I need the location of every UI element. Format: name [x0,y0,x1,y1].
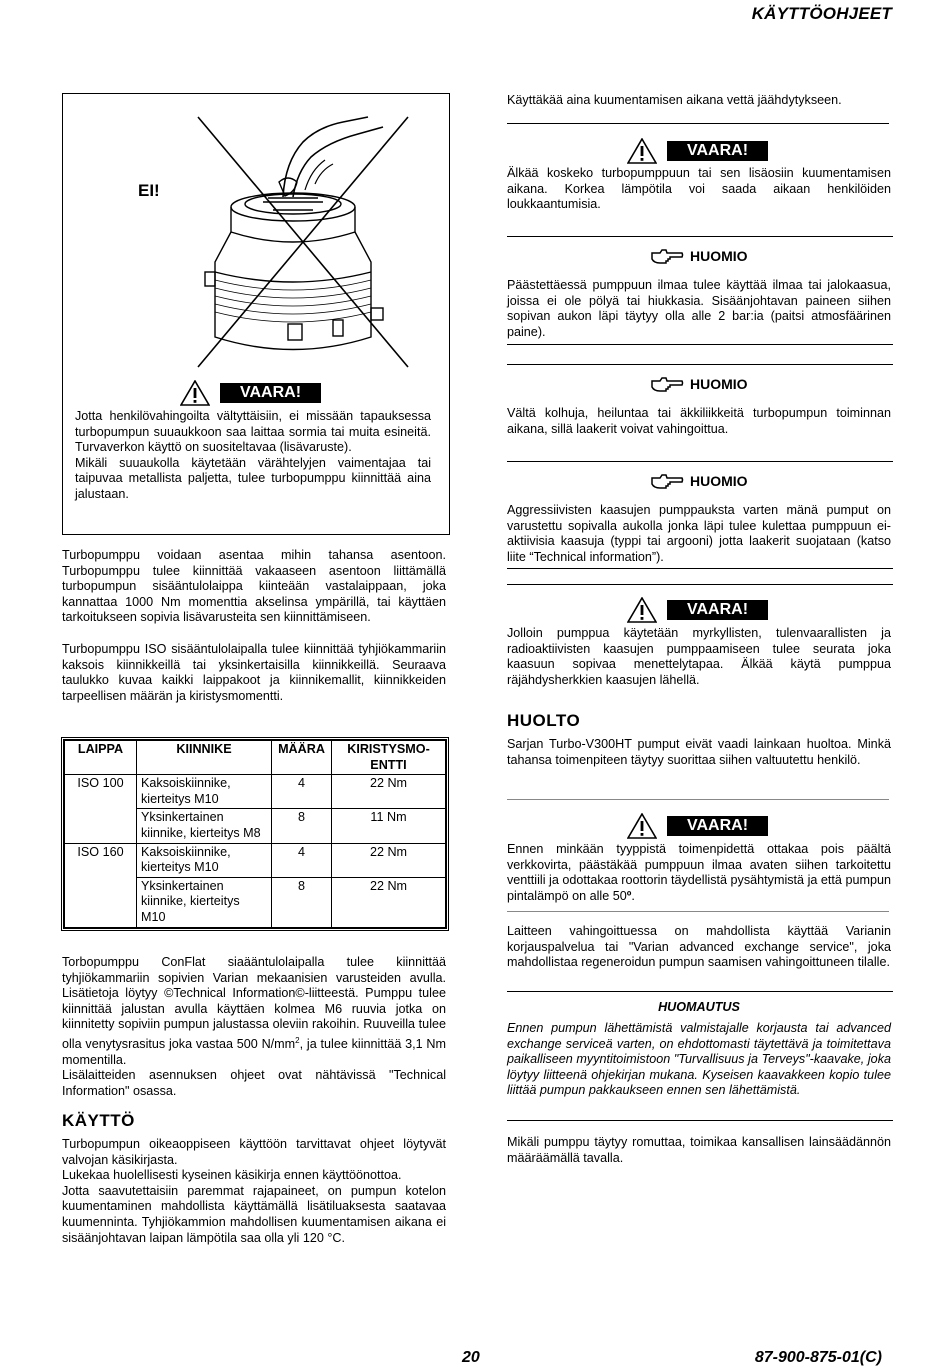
huomio-label: HUOMIO [690,473,748,490]
divider [507,991,893,992]
huomio3-text: Aggressiivisten kaasujen pumppauksta varten mänä pumput on varustettu sopivalla aukolla jonka läpi tulee kulettaa pumppuun ei-aktiivisia kaasuja (typpi tai argooni) jotta laakerit suojataan (katso liite “Technical information”). [507,503,891,564]
kaytto-p1: Turbopumpun oikeaoppiseen käyttöön tarvittavat ohjeet löytyvät valvojan käsikirjasta. [62,1137,446,1167]
warning-triangle-icon [180,380,210,406]
note-title: HUOMAUTUS [658,1000,740,1014]
figure-warning-box [62,93,450,535]
huomio-label: HUOMIO [690,248,748,265]
table-row [65,843,446,877]
warning-text-1: Jotta henkilövahingoilta vältyttäisiin, ei missään tapauksessa turbopumpun suuaukkoon saa laittaa sormia tai muita esineitä. Turvaverkon käyttö on suositeltavaa (lisävaruste). [75,409,431,455]
qty-cell: 8 [272,877,332,927]
warning3-text-a: Ennen minkään tyyppistä toimenpidettä ottakaa pois päältä verkkovirta, päästäkää pumppuun ilmaa avaten siihen tarkoitettu venttiili ja odottakaa roottorin täydellistä pysähtymistä ja että pumpun pintalämpö on alle 50 [507,842,891,903]
huomio2-header [650,375,748,395]
qty-cell: 4 [272,775,332,809]
divider [507,123,889,124]
conflat-paragraph [62,955,446,1100]
page-number: 20 [462,1349,480,1366]
pointing-hand-icon [650,472,684,492]
cooling-text: Käyttäkää aina kuumentamisen aikana vettä jäähdytykseen. [507,93,842,107]
torque-cell: 22 Nm [332,877,446,927]
warning-triangle-icon [627,813,657,839]
header-title: KÄYTTÖOHJEET [751,4,892,23]
pointing-hand-icon [650,247,684,267]
warning3-text-b: . [631,888,635,903]
kaytto-p3: Jotta saavutettaisiin paremmat rajapaineet, on pumpun kotelon kuumentaminen mahdollista käyttämällä lisätiluaksesta saatavaa kuumenninta. Tyhjiökammion mahdollisen kuumentamisen aikana ei sisäänjohtavan laipan lämpötila saa olla yli 120 °C. [62,1183,446,1245]
fixture-cell: Kaksoiskiinnike, kierteitys M10 [137,775,272,809]
huolto-section-title: HUOLTO [507,711,581,730]
divider [507,799,889,800]
conflat-text-a: Torbopumppu ConFlat siaääntulolaipalla tulee kiinnittää tyhjiökammariin sopivien Varian mekaanisien varusteiden avulla. Lisätietoja löytyy ©Technical Information©-liitteestä. Pumppu tulee kiinnittää jalustan avulla käyttäen kolmea M6 ruuvia jotka on kiinnitetty sopiviin pumpun jalustassa oleviin rakoihin. Ruuveilla tulee olla venytysrasitus joka vastaa 500 N/mm [62,955,446,1052]
degree-symbol: º [626,888,632,903]
left-warning-header [180,380,321,406]
pump-crossed-out-illustration [193,112,413,372]
conflat-text-b: , ja tulee kiinnittää 3,1 Nm momentilla. [62,1037,447,1067]
iso-paragraph: Turbopumppu ISO sisääntulolaipalla tulee kiinnittää tyhjiökammariin kaksois kiinnikkeillä tai yksinkertaisilla kiinnikkeillä. Seuraava taulukko kuvaa kaikki laippakoot ja kiinnikemallit, kiinnikkeiden tarpeellisen määrän ja kiristysmomentti. [62,642,446,703]
divider [507,1120,893,1121]
col-header-qty: MÄÄRA [272,741,332,775]
left-warning-text [75,409,431,503]
huolto-text: Sarjan Turbo-V300HT pumput eivät vaadi lainkaan huoltoa. Minkä tahansa toimenpiteen täytyy suorittaa siihen valtuutettu henkilö. [507,737,891,767]
table-row [65,775,446,809]
divider [507,344,893,345]
huomio3-header [650,472,748,492]
warning-triangle-icon [627,597,657,623]
warning2-text: Jolloin pumppua käytetään myrkyllisten, tulenvaarallisten ja radioaktiivisten kaasujen pumppaamiseen tulee seurata joka kaasuun sopivaa menettelytapaa. Älkää käytä pumppua räjähdysherkkien kaasujen lähellä. [507,626,891,687]
col-header-flange: LAIPPA [65,741,137,775]
divider [507,364,893,365]
fixture-cell: Yksinkertainen kiinnike, kierteitys M8 [137,809,272,843]
warning1-text: Älkää koskeko turbopumppuun tai sen lisäosiin kuumentamisen aikana. Korkea lämpötila voi saada aikaan henkilöiden loukkaantumisia. [507,166,891,212]
conflat-superscript: 2 [295,1035,300,1045]
further-info-text: Lisälaitteiden asennuksen ohjeet ovat nähtävissä "Technical Information" osassa. [62,1068,446,1098]
flange-cell: ISO 100 [65,775,137,843]
note-text: Ennen pumpun lähettämistä valmistajalle korjausta tai advanced exchange serviceä varten, on ehdottomasti täytettävä ja toimitettava paikalliseen myyntitoimistoon "Turvallisuus ja Terveys"-kaavake, joka löytyy liitteenä ohjekirjan mukana. Kyseisen kaavakkeen kopio tulee liittää pumpun pakkaukseen ennen sen lähettämistä. [507,1021,891,1098]
huomio-label: HUOMIO [690,376,748,393]
qty-cell: 8 [272,809,332,843]
col-header-fixture: KIINNIKE [137,741,272,775]
divider [507,584,893,585]
torque-cell: 22 Nm [332,843,446,877]
flange-cell: ISO 160 [65,843,137,927]
warning1-header [627,138,768,164]
kaytto-section-text [62,1137,446,1246]
danger-badge: VAARA! [220,383,321,403]
divider [507,911,889,912]
install-paragraph: Turbopumppu voidaan asentaa mihin tahansa asentoon. Turbopumppu tulee kiinnittää vakaaseen asentoon liittämällä turbopumpun sisääntulolaippa kiinteään vastalaippaan, joka kannattaa 1000 Nm momenttia akselinsa ympärillä, tai käyttäen tarkoitukseen sopivia lisävarusteita sen kiinnittämiseen. [62,548,446,625]
divider [507,461,893,462]
torque-cell: 11 Nm [332,809,446,843]
document-number: 87-900-875-01(C) [754,1349,882,1366]
disposal-text: Mikäli pumppu täytyy romuttaa, toimikaa kansallisen lainsäädännön määräämällä tavalla. [507,1135,891,1165]
fixture-cell: Kaksoiskiinnike, kierteitys M10 [137,843,272,877]
warning3-text [507,842,891,904]
fixture-table [61,737,449,931]
col-header-torque: KIRISTYSMO-ENTTI [332,741,446,775]
danger-badge: VAARA! [667,600,768,620]
divider [507,236,893,237]
warning-text-2: Mikäli suuaukolla käytetään värähtelyjen vaimentajaa tai taipuvaa metallista paljetta, tulee turbopumppu kiinnittää aina jalustaan. [75,455,431,501]
pointing-hand-icon [650,375,684,395]
huomio1-text: Päästettäessä pumppuun ilmaa tulee käyttää ilmaa tai jalokaasua, joissa ei ole pölyä tai hiukkasia. Sisäänjohtavan paineen siihen sopivan aukon läpi täytyy olla alle 2 bar:ia (paitsi atmosfäärinen paine). [507,278,891,339]
damage-text: Laitteen vahingoittuessa on mahdollista käyttää Varianin korjauspalvelua tai "Varian advanced exchange service", joka mahdollistaa regeneroidun pumpun saamisen vahingoittuneen tilalle. [507,924,891,970]
warning2-header [627,597,768,623]
danger-badge: VAARA! [667,816,768,836]
table-header-row [65,741,446,775]
danger-badge: VAARA! [667,141,768,161]
fixture-cell: Yksinkertainen kiinnike, kierteitys M10 [137,877,272,927]
huomio2-text: Vältä kolhuja, heiluntaa tai äkkiliikkeitä turbopumpun toiminnan aikana, sillä laakerit voivat vahingoittua. [507,406,891,436]
huomio1-header [650,247,748,267]
torque-cell: 22 Nm [332,775,446,809]
warning3-header [627,813,768,839]
figure-label: EI! [138,181,160,200]
kaytto-section-title: KÄYTTÖ [62,1111,135,1130]
qty-cell: 4 [272,843,332,877]
kaytto-p2: Lukekaa huolellisesti kyseinen käsikirja ennen käyttöönottoa. [62,1168,402,1183]
divider [507,568,893,569]
warning-triangle-icon [627,138,657,164]
